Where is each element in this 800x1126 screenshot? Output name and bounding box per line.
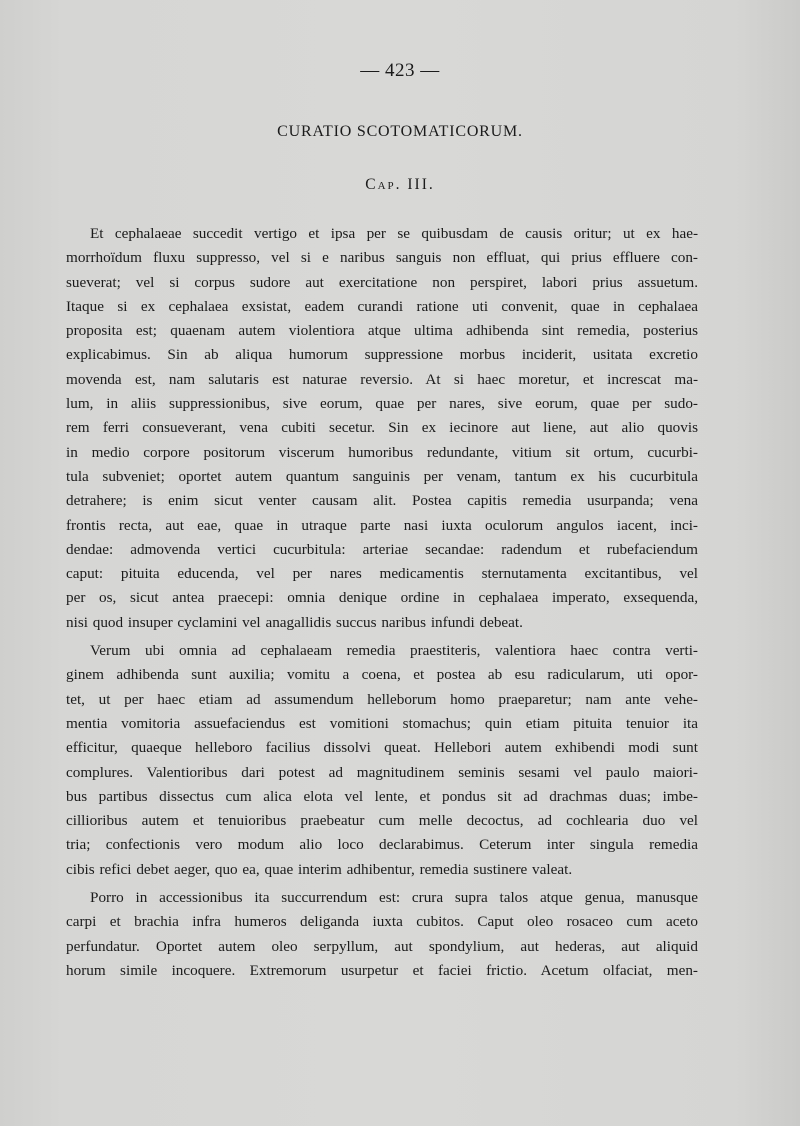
text-line: mentia vomitoria assuefaciendus est vomitioni stomachus; quin etiam pituita tenuior ita — [66, 714, 698, 732]
text-line: Porro in accessionibus ita succurrendum est: crura supra talos atque genua, manusque — [90, 889, 698, 907]
text-line: tria; confectionis vero modum alio loco declarabimus. Ceterum inter singula remedia — [66, 836, 698, 854]
text-line: lum, in aliis suppressionibus, sive eorum, quae per nares, sive eorum, quae per sudo- — [66, 395, 698, 413]
paragraph-1 — [66, 222, 698, 635]
text-line: morrhoïdum fluxu suppresso, vel si e naribus sanguis non effluat, qui prius effluere con- — [66, 249, 698, 267]
text-line: dendae: admovenda vertici cucurbitula: arteriae secandae: radendum et rubefaciendum — [66, 540, 698, 558]
text-line: caput: pituita educenda, vel per nares medicamentis sternutamenta excitantibus, vel — [66, 565, 698, 583]
chapter-heading — [0, 176, 800, 194]
text-line: frontis recta, aut eae, quae in utraque parte nasi iuxta oculorum angulos iacent, inci- — [66, 516, 698, 534]
text-line: detrahere; is enim sicut venter causam alit. Postea capitis remedia usurpanda; vena — [66, 492, 698, 510]
text-line: Et cephalaeae succedit vertigo et ipsa per se quibusdam de causis oritur; ut ex hae- — [90, 225, 698, 242]
text-line: tula subveniet; oportet autem quantum sanguinis per venam, tantum ex his cucurbitula — [66, 467, 698, 485]
text-line: bus partibus dissectus cum alica elota vel lente, et pondus sit ad drachmas duas; imbe- — [66, 787, 698, 805]
text-line: nisi quod insuper cyclamini vel anagallidis succus naribus infundi debeat. — [66, 613, 523, 631]
text-line: Itaque si ex cephalaea exsistat, eadem curandi ratione uti convenit, quae in cephalaea — [66, 297, 698, 315]
text-line: proposita est; quaenam autem violentiora atque ultima adhibenda sint remedia, posterius — [66, 322, 698, 340]
body-text — [66, 222, 698, 987]
text-line: cillioribus autem et tenuioribus praebeatur cum melle decoctus, ad cochlearia duo vel — [66, 812, 698, 830]
text-line: carpi et brachia infra humeros deliganda iuxta cubitos. Caput oleo rosaceo cum aceto — [66, 913, 698, 931]
text-line: complures. Valentioribus dari potest ad magnitudinem seminis sesami vel paulo maiori- — [66, 763, 698, 781]
text-line: explicabimus. Sin ab aliqua humorum suppressione morbus inciderit, usitata excretio — [66, 346, 698, 364]
text-line: ginem adhibenda sunt auxilia; vomitu a coena, et postea ab esu radicularum, uti opor- — [66, 666, 698, 684]
text-line: efficitur, quaeque helleboro facilius dissolvi queat. Hellebori autem exhibendi modi sunt — [66, 739, 698, 757]
chapter-label: Cap. III. — [365, 176, 435, 193]
text-line: tet, ut per haec etiam ad assumendum helleborum homo praeparetur; nam ante vehe- — [66, 690, 698, 708]
text-line: sueverat; vel si corpus sudore aut exercitatione non perspiret, labori prius assuetum. — [66, 273, 698, 291]
text-line: rem ferri consueverant, vena cubiti secetur. Sin ex iecinore aut liene, aut alio quovis — [66, 419, 698, 437]
paragraph-2 — [66, 639, 698, 882]
page-number: — 423 — — [360, 60, 440, 81]
section-title: CURATIO SCOTOMATICORUM. — [277, 123, 523, 140]
text-line: Verum ubi omnia ad cephalaeam remedia praestiteris, valentiora haec contra verti- — [90, 642, 698, 660]
text-line: horum simile incoquere. Extremorum usurpetur et faciei frictio. Acetum olfaciat, men- — [66, 961, 698, 979]
paragraph-3 — [66, 886, 698, 983]
text-line: per os, sicut antea praecepi: omnia denique ordine in cephalaea imperato, exsequenda, — [66, 589, 698, 607]
text-line: perfundatur. Oportet autem oleo serpyllum, aut spondylium, aut hederas, aut aliquid — [66, 937, 698, 955]
text-line: in medio corpore positorum viscerum humoribus redundante, vitium sit ortum, cucurbi- — [66, 443, 698, 461]
text-line: movenda est, nam salutaris est naturae reversio. At si haec moretur, et increscat ma- — [66, 370, 698, 388]
text-line: cibis refici debet aeger, quo ea, quae interim adhibentur, remedia sustinere valeat. — [66, 860, 573, 878]
